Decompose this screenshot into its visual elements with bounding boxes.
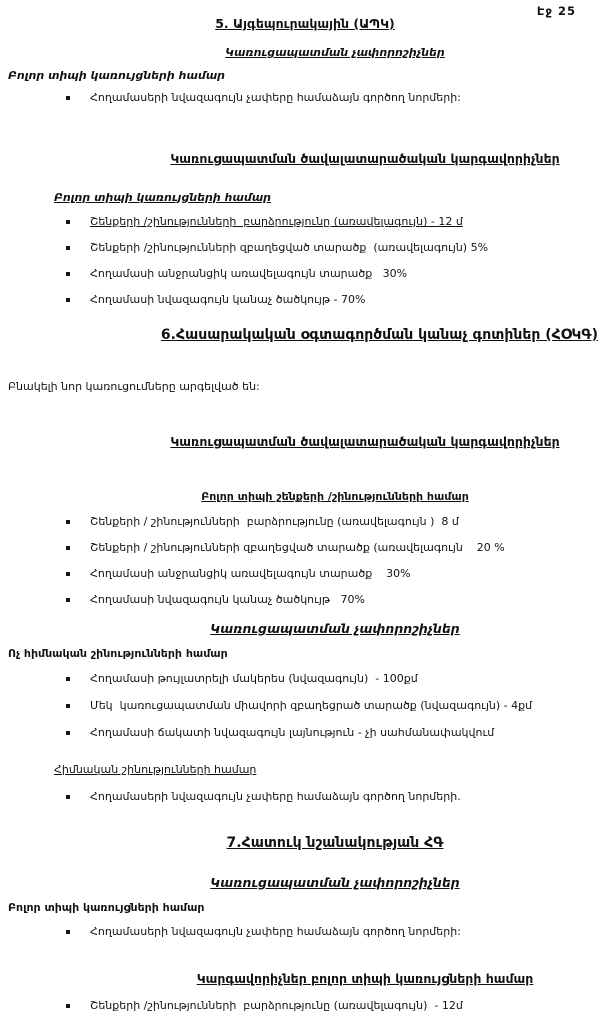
list-item-text: Հողամասի ճակատի նվազագույն լայնություն - չի սահմանափակվում [90,726,495,739]
bullet-marker-icon [66,546,70,550]
list-item-text: Հողամասի նվազագույն կանաչ ծածկույթ 70% [90,593,365,606]
list-item-text: Շենքերի / շինությունների զբաղեցված տարածք (առավելագույն 20 % [90,541,505,554]
section6-primary-label: Հիմնական շինությունների համար [54,763,257,776]
section6-volumetric-heading: Կառուցապատման ծավալատարածական կարգավորիչներ [170,434,560,449]
list-item [8,540,602,555]
list-item [8,514,602,529]
list-item [8,725,602,740]
list-item-text: Շենքերի /շինությունների բարձրությունը (առավելագույն) - 12մ [90,999,463,1012]
list-item-text: Մեկ կառուցապատման միավորի զբաղեցրած տարածք (նվազագույն) - 4քմ [90,699,533,712]
bullet-marker-icon [66,220,70,224]
list-item [8,998,602,1013]
section7-all-types-label: Բոլոր տիպի կառույցների համար [8,901,205,914]
list-item [8,566,602,581]
bullet-marker-icon [66,598,70,602]
list-item [8,924,602,939]
section6-non-primary-label: Ոչ հիմնական շինությունների համար [8,647,228,660]
list-item-text: Հողամասի անջրանցիկ առավելագույն տարածք 30% [90,267,408,280]
list-item [8,266,602,281]
bullet-marker-icon [66,272,70,276]
bullet-marker-icon [66,246,70,250]
section6-title: 6.Հասարակական օգտագործման կանաչ գոտիներ (ՀՕԿԳ) [160,327,598,343]
bullet-marker-icon [66,795,70,799]
section7-regulators-heading: Կարգավորիչներ բոլոր տիպի կառույցների համար [196,971,534,986]
section5-volumetric-heading: Կառուցապատման ծավալատարածական կարգավորիչներ [170,151,560,166]
bullet-marker-icon [66,704,70,708]
section6-non-primary-list [8,671,602,740]
list-item-text: Շենքերի /շինությունների զբաղեցված տարածք (առավելագույն) 5% [90,241,489,254]
list-item-text: Հողամասերի նվազագույն չափերը համաձայն գործող նորմերի: [90,925,461,938]
section5-all-types-label: Բոլոր տիպի կառույցների համար [8,69,226,82]
list-item-text: Շենքերի /շինությունների բարձրությունը (առավելագույն) - 12 մ [90,215,463,228]
list-item [8,592,602,607]
list-item-text: Հողամասի նվազագույն կանաչ ծածկույթ - 70% [90,293,366,306]
list-item [8,671,602,686]
list-item [8,90,602,105]
bullet-marker-icon [66,677,70,681]
list-item [8,698,602,713]
section6-volumetric-list [8,514,602,607]
list-item [8,292,602,307]
list-item-text: Հողամասերի նվազագույն չափերը համաձայն գործող նորմերի. [90,790,461,803]
section7-title: 7.Հատուկ նշանակության ՀԳ [226,835,444,851]
section5-volumetric-subheading: Բոլոր տիպի կառույցների համար [54,191,272,204]
bullet-marker-icon [66,520,70,524]
bullet-marker-icon [66,572,70,576]
list-item-text: Շենքերի / շինությունների բարձրությունը (առավելագույն ) 8 մ [90,515,459,528]
list-item [8,789,602,804]
bullet-marker-icon [66,1004,70,1008]
list-item-text: Հողամասերի նվազագույն չափերը համաձայն գործող նորմերի: [90,91,461,104]
page-number: Էջ 25 [536,4,576,18]
bullet-marker-icon [66,96,70,100]
section6-volumetric-subheading: Բոլոր տիպի շենքերի /շինությունների համար [201,490,469,503]
section7-criteria-heading: Կառուցապատման չափորոշիչներ [210,875,460,890]
list-item-text: Հողամասի անջրանցիկ առավելագույն տարածք 30% [90,567,411,580]
bullet-marker-icon [66,930,70,934]
bullet-marker-icon [66,298,70,302]
section6-criteria-heading: Կառուցապատման չափորոշիչներ [210,621,460,636]
section5-volumetric-list [8,214,602,307]
list-item-text: Հողամասի թույլատրելի մակերես (նվազագույն) - 100քմ [90,672,418,685]
list-item [8,240,602,255]
list-item [8,214,602,229]
section6-intro: Բնակելի նոր կառուցումները արգելված են: [8,380,260,393]
section5-criteria-heading: Կառուցապատման չափորոշիչներ [225,46,445,59]
section5-title: 5. Այգեպուրակային (ԱՊԿ) [215,16,395,31]
bullet-marker-icon [66,731,70,735]
